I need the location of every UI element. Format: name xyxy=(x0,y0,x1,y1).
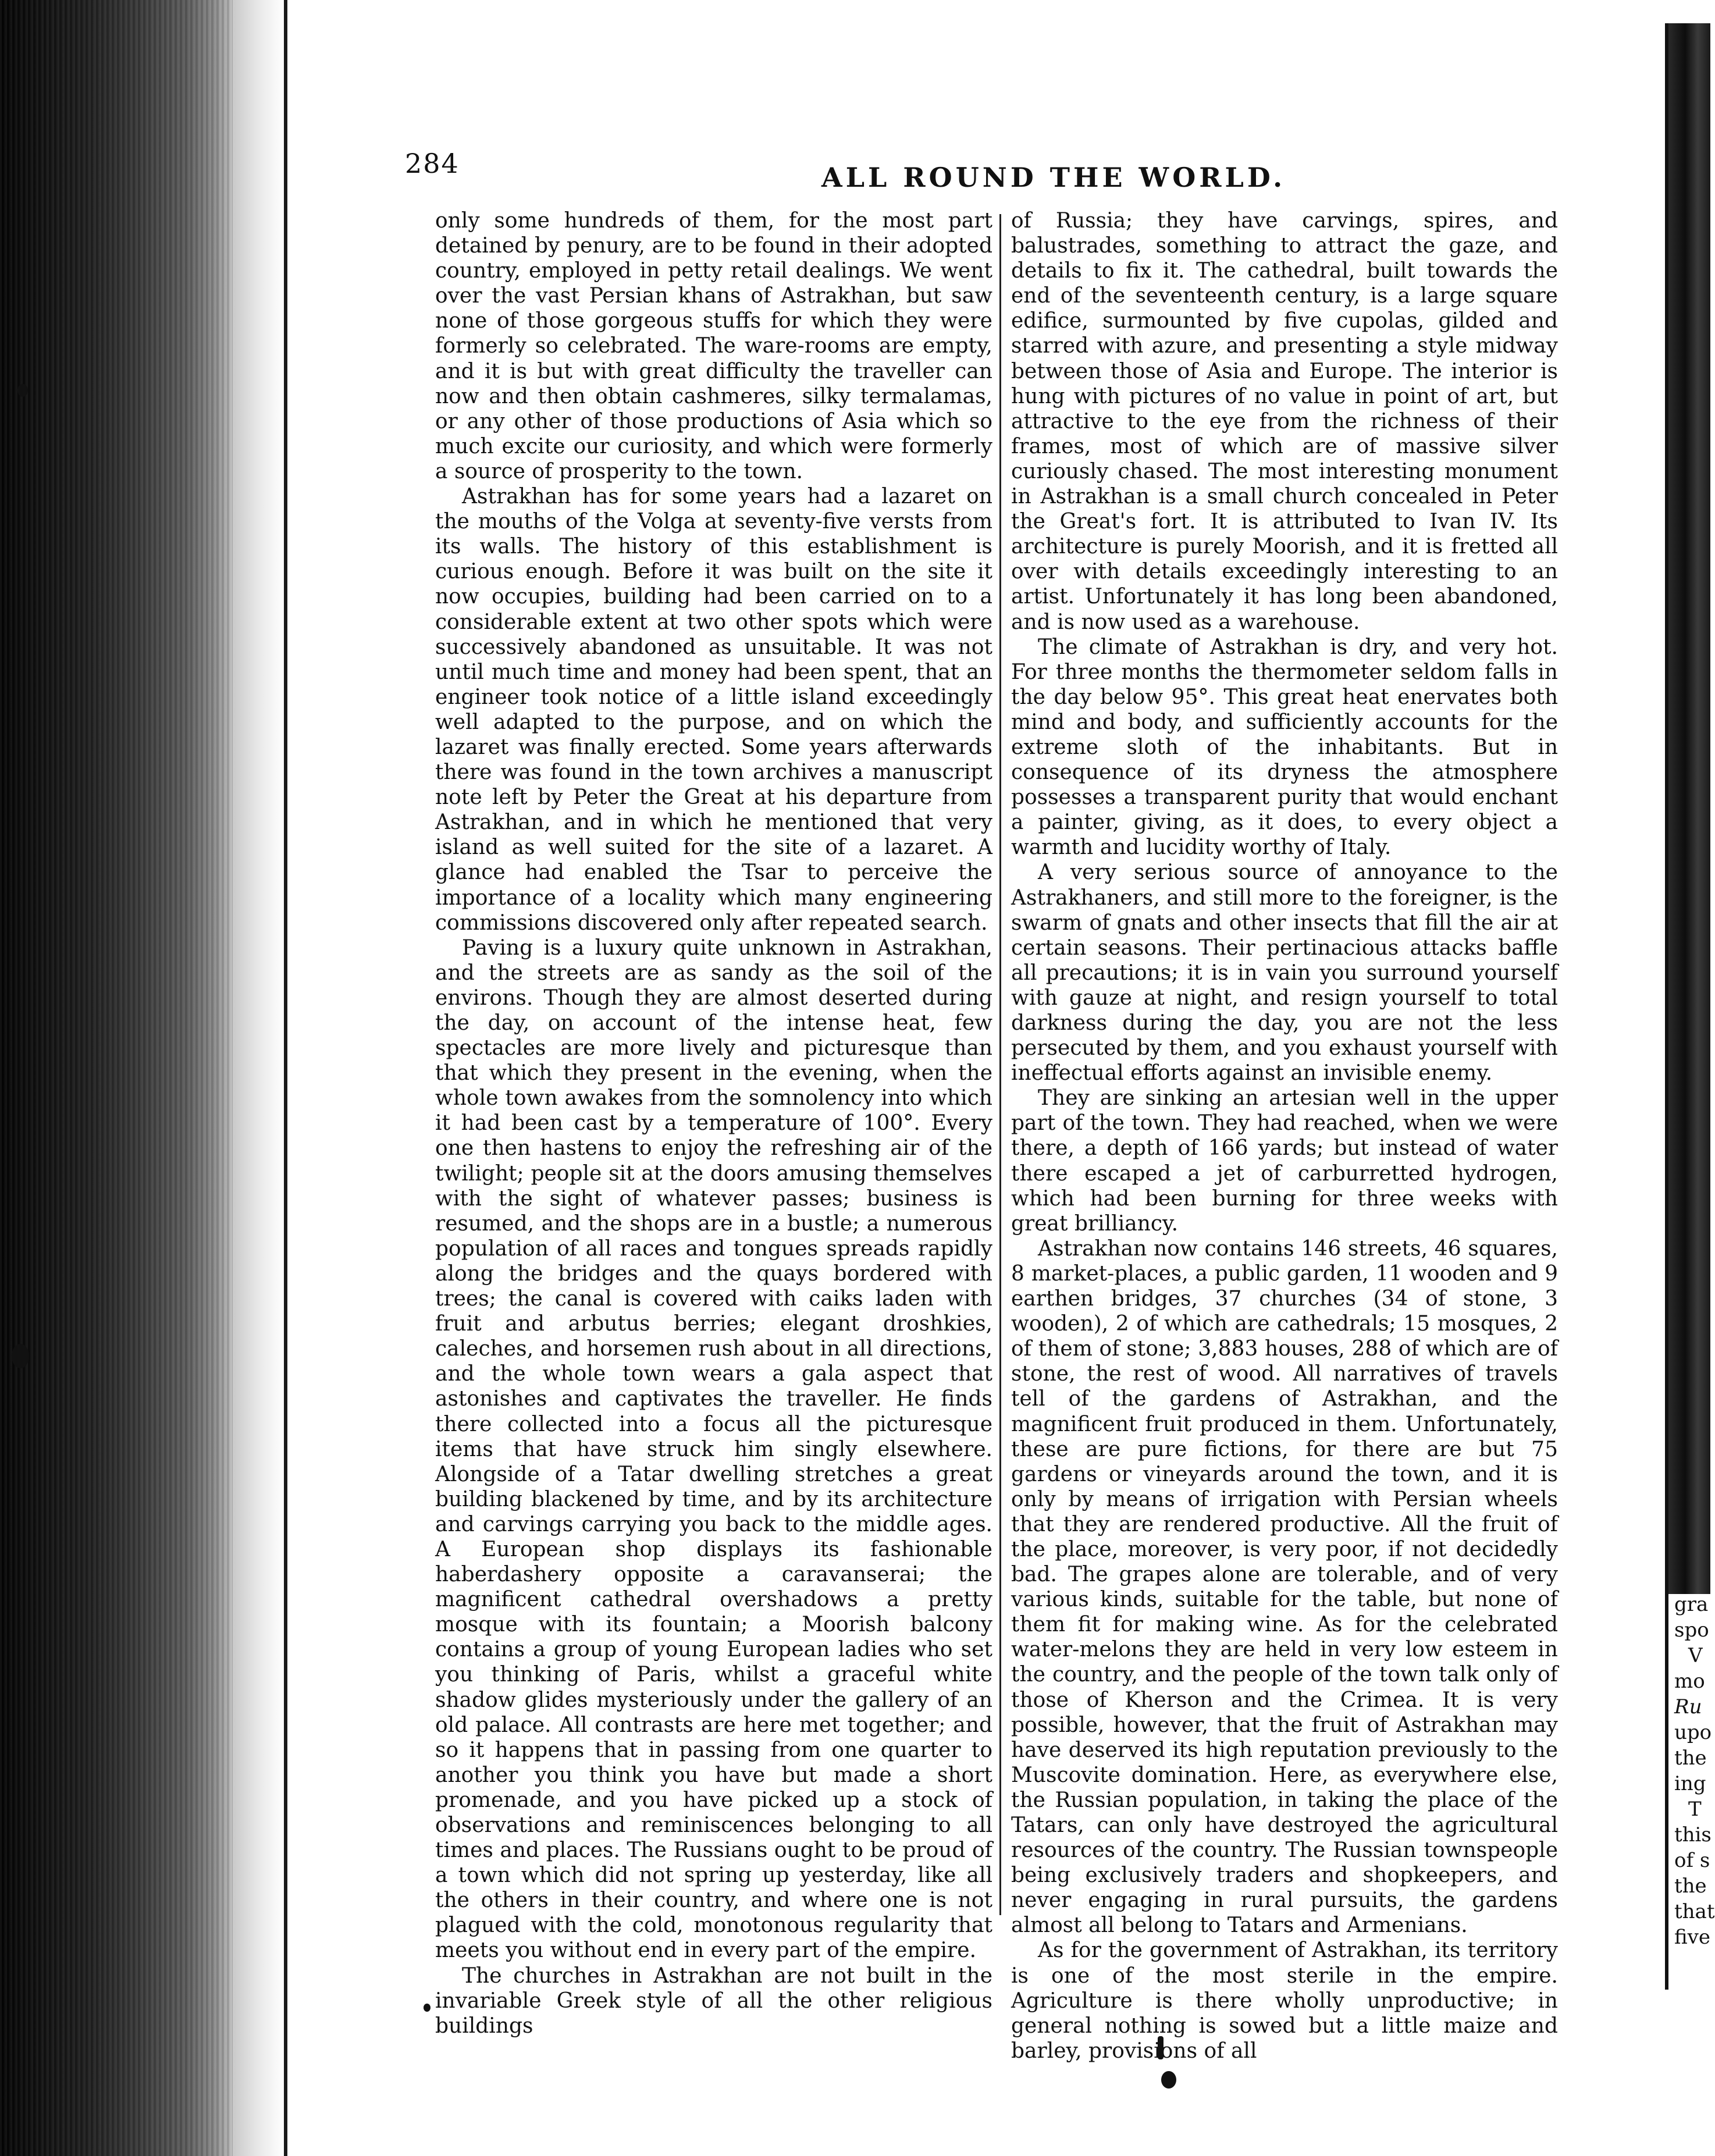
next-page-fragment: Ru xyxy=(1674,1695,1702,1719)
book-gutter-page-edges xyxy=(0,0,233,2156)
next-page-fragment: the xyxy=(1674,1746,1707,1770)
paragraph: The churches in Astrakhan are not built in the invariable Greek style of all the other religious buildings xyxy=(435,1963,992,2038)
next-page-fragment: this xyxy=(1674,1823,1712,1847)
page-number: 284 xyxy=(405,148,460,179)
next-page-fragment: ing xyxy=(1674,1772,1706,1795)
paragraph: A very serious source of annoyance to the Astrakhaners, and still more to the foreigner, is the swarm of gnats and other insects that fill the air at certain seasons. Their pertinacious attacks baffle all precautions; it is in vain you surround yourself with gauze at night, and resign yourself to total darkness during the day, you are not the less persecuted by them, and you exhaust yourself with ineffectual efforts against an invisible enemy. xyxy=(1011,860,1558,1086)
scan-speck xyxy=(424,2004,430,2012)
paragraph: The climate of Astrakhan is dry, and very hot. For three months the thermometer seldom falls in the day below 95°. This great heat enervates both mind and body, and sufficiently accounts for the extreme sloth of the inhabitants. But in consequence of its dryness the atmosphere possesses a transparent purity that would enchant a painter, giving, as it does, to every object a warmth and lucidity worthy of Italy. xyxy=(1011,635,1558,860)
paragraph: Astrakhan now contains 146 streets, 46 squares, 8 market-places, a public garden, 11 wooden and 9 earthen bridges, 37 churches (34 of stone, 3 wooden), 2 of which are cathedrals; 15 mosques, 2 of them of stone; 3,883 houses, 288 of which are of stone, the rest of wood. All narratives of travels tell of the gardens of Astrakhan, and the magnificent fruit produced in them. Unfortunately, these are pure fictions, for there are but 75 gardens or vineyards around the town, and it is only by means of irrigation with Persian wheels that they are rendered productive. All the fruit of the place, moreover, is very poor, if not decidedly bad. The grapes alone are tolerable, and of very various kinds, suitable for the table, but none of them fit for making wine. As for the celebrated water-melons they are held in very low esteem in the country, and the people of the town talk only of those of Kherson and the Crimea. It is very possible, however, that the fruit of Astrakhan may have deserved its high reputation previously to the Muscovite domination. Here, as everywhere else, the Russian population, in taking the place of the Tatars, can only have destroyed the agricultural resources of the country. The Russian townspeople being exclusively traders and shopkeepers, and never engaging in rural pursuits, the gardens almost all belong to Tatars and Armenians. xyxy=(1011,1236,1558,1938)
scan-speck xyxy=(12,1344,29,1368)
next-page-text-fragments xyxy=(1674,1592,1715,1950)
right-text-column xyxy=(1011,208,1558,2064)
next-page-fragment: spo xyxy=(1674,1618,1709,1642)
next-page-fragment: mo xyxy=(1674,1670,1705,1693)
next-page-fragment: upo xyxy=(1674,1721,1712,1744)
next-page-fragment: gra xyxy=(1674,1593,1709,1616)
scan-speck xyxy=(17,384,28,397)
paragraph: They are sinking an artesian well in the upper part of the town. They had reached, when we were there, a depth of 166 yards; but instead of water there escaped a jet of carburretted hydrogen, which had been burning for three weeks with great brilliancy. xyxy=(1011,1086,1558,1236)
left-text-column xyxy=(435,208,992,2038)
next-page-fragment: V xyxy=(1688,1644,1703,1667)
scan-speck xyxy=(1161,2071,1176,2089)
next-page-fragment: that xyxy=(1674,1900,1715,1923)
paragraph: Paving is a luxury quite unknown in Astrakhan, and the streets are as sandy as the soil of the environs. Though they are almost deserted during the day, on account of the intense heat, few spectacles are more lively and picturesque than that which they present in the evening, when the whole town awakes from the somnolency into which it had been cast by a temperature of 100°. Every one then hastens to enjoy the refreshing air of the twilight; people sit at the doors amusing themselves with the sight of whatever passes; business is resumed, and the shops are in a bustle; a numerous population of all races and tongues spreads rapidly along the bridges and the quays bordered with trees; the canal is covered with caiks laden with fruit and arbutus berries; elegant droshkies, caleches, and horsemen rush about in all directions, and the whole town wears a gala aspect that astonishes and captivates the traveller. He finds there collected into a focus all the picturesque items that have struck him singly elsewhere. Alongside of a Tatar dwelling stretches a great building blackened by time, and by its architecture and carvings carrying you back to the middle ages. A European shop displays its fashionable haberdashery opposite a caravanserai; the magnificent cathedral overshadows a pretty mosque with its fountain; a Moorish balcony contains a group of young European ladies who set you thinking of Paris, whilst a graceful white shadow glides mysteriously under the gallery of an old palace. All contrasts are here met together; and so it happens that in passing from one quarter to another you think you have but made a short promenade, and you have picked up a stock of observations and reminiscences belonging to all times and places. The Russians ought to be proud of a town which did not spring up yesterday, like all the others in their country, and where one is not plagued with the cold, monotonous regularity that meets you without end in every part of the empire. xyxy=(435,935,992,1963)
next-page-fragment: five xyxy=(1674,1926,1711,1949)
running-title: ALL ROUND THE WORLD. xyxy=(821,162,1286,193)
gutter-fade xyxy=(233,0,285,2156)
paragraph: As for the government of Astrakhan, its territory is one of the most sterile in the empire. Agriculture is there wholly unproductive; in general nothing is sowed but a little maize and barley, provisions of all xyxy=(1011,1938,1558,2063)
page-edge-line xyxy=(284,0,287,2156)
next-page-fragment: of s xyxy=(1674,1849,1710,1872)
paragraph: Astrakhan has for some years had a lazaret on the mouths of the Volga at seventy-five versts from its walls. The history of this establishment is curious enough. Before it was built on the site it now occupies, building had been carried on to a considerable extent at two other spots which were successively abandoned as unsuitable. It was not until much time and money had been spent, that an engineer took notice of a little island exceedingly well adapted to the purpose, and on which the lazaret was finally erected. Some years afterwards there was found in the town archives a manuscript note left by Peter the Great at his departure from Astrakhan, and in which he mentioned that very island as well suited for the site of a lazaret. A glance had enabled the Tsar to perceive the importance of a locality which many engineering commissions discovered only after repeated search. xyxy=(435,485,992,935)
paragraph: only some hundreds of them, for the most part detained by penury, are to be found in their adopted country, employed in petty retail dealings. We went over the vast Persian khans of Astrakhan, but saw none of those gorgeous stuffs for which they were formerly so celebrated. The ware-rooms are empty, and it is but with great difficulty the traveller can now and then obtain cashmeres, silky termalamas, or any other of those productions of Asia which so much excite our curiosity, and which were formerly a source of prosperity to the town. xyxy=(435,209,992,483)
next-page-fragment: T xyxy=(1688,1798,1702,1821)
next-page-fragment: the xyxy=(1674,1874,1707,1898)
column-rule xyxy=(999,214,1001,1915)
next-page-illustration xyxy=(1668,23,1710,1594)
paragraph: of Russia; they have carvings, spires, and balustrades, something to attract the gaze, and details to fix it. The cathedral, built towards the end of the seventeenth century, is a large square edifice, surmounted by five cupolas, gilded and starred with azure, and presenting a style midway between those of Asia and Europe. The interior is hung with pictures of no value in point of art, but attractive to the eye from the richness of their frames, most of which are of massive silver curiously chased. The most interesting monument in Astrakhan is a small church concealed in Peter the Great's fort. It is attributed to Ivan IV. Its architecture is purely Moorish, and it is fretted all over with details exceedingly interesting to an artist. Unfortunately it has long been abandoned, and is now used as a warehouse. xyxy=(1011,209,1558,634)
